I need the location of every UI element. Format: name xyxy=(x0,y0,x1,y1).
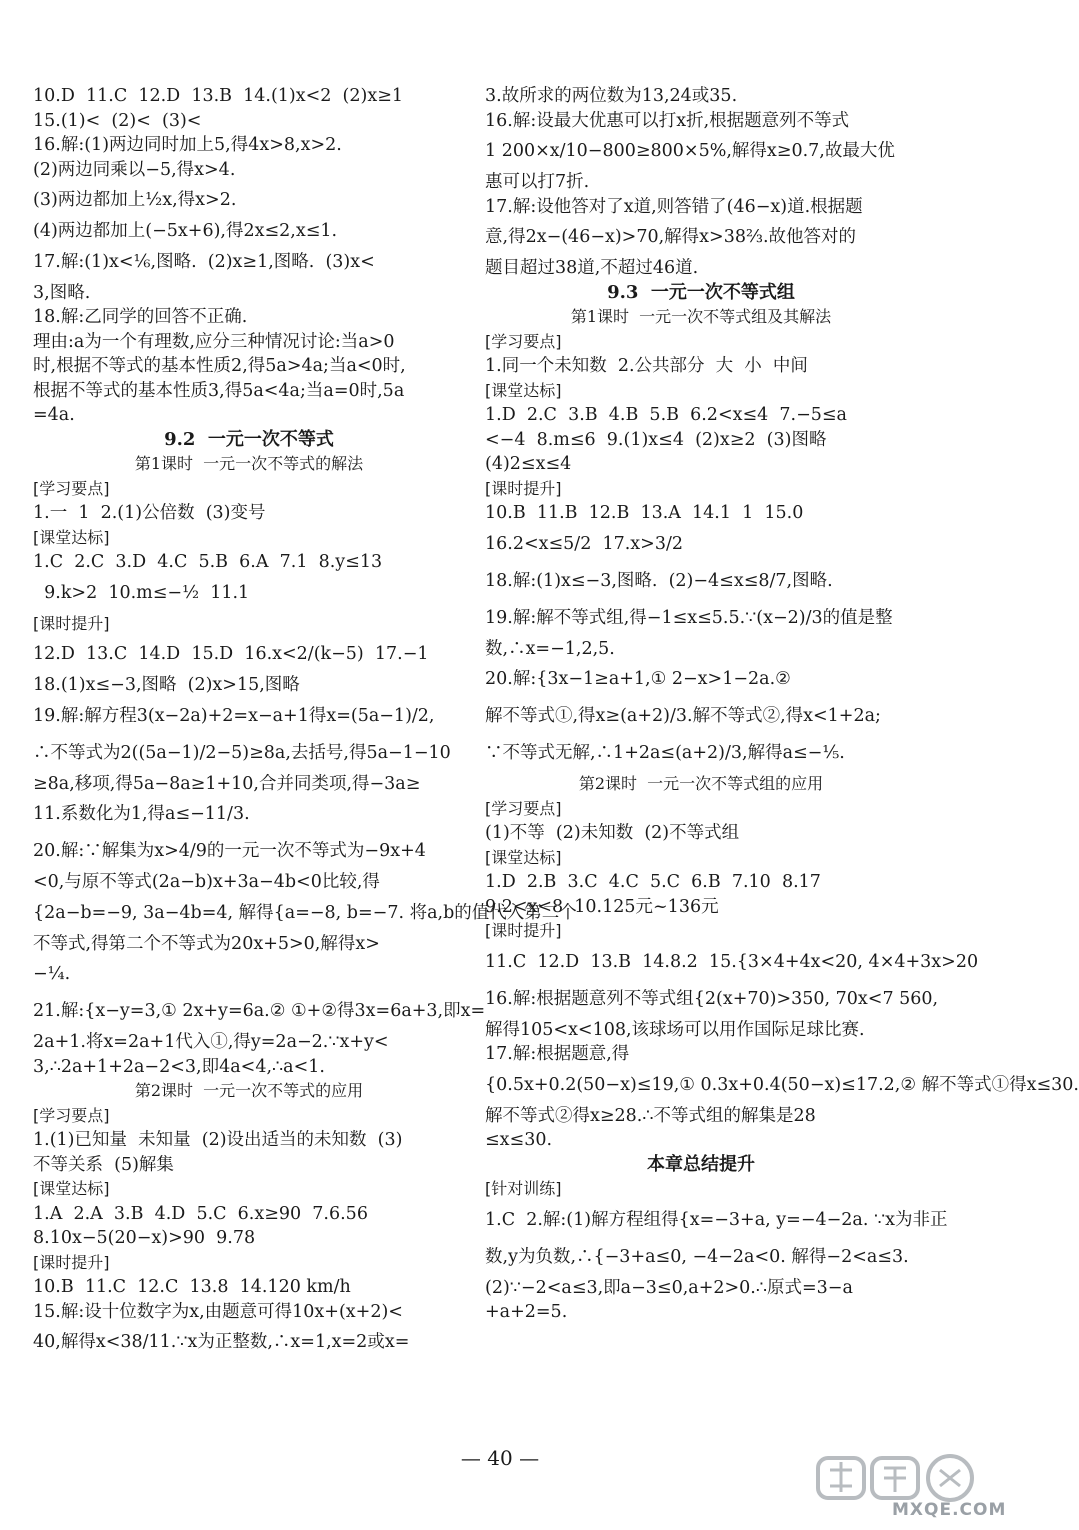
answer-line: 3,图略. xyxy=(33,282,91,303)
section-heading: [学习要点] xyxy=(33,478,110,498)
section-heading: [针对训练] xyxy=(485,1179,562,1198)
answer-line: 9.k>2 10.m≤−½ 11.1 xyxy=(33,582,250,603)
answer-line: ≥8a,移项,得5a−8a≥1+10,合并同类项,得−3a≥ xyxy=(33,773,421,794)
answer-line: (2)两边同乘以−5,得x>4. xyxy=(33,159,236,180)
answer-line: 1.(1)已知量 未知量 (2)设出适当的未知数 (3) xyxy=(33,1130,403,1150)
lesson-title: 第1课时 一元一次不等式的解法 xyxy=(134,454,364,473)
answer-line: 10.B 11.C 12.C 13.8 14.120 km/h xyxy=(33,1277,351,1297)
section-heading: [学习要点] xyxy=(485,798,562,818)
answer-line: 数,∴x=−1,2,5. xyxy=(485,638,615,659)
answer-line: 时,根据不等式的基本性质2,得5a>4a;当a<0时, xyxy=(33,356,406,376)
answer-line: 12.D 13.C 14.D 15.D 16.x<2/(k−5) 17.−1 xyxy=(33,644,429,664)
right-column xyxy=(485,84,1079,1325)
answer-line: 16.解:设最大优惠可以打x折,根据题意列不等式 xyxy=(485,110,850,131)
answer-line: 21.解:{x−y=3,① 2x+y=6a.② ①+②得3x=6a+3,即x= xyxy=(33,1001,486,1021)
answer-line: 意,得2x−(46−x)>70,解得x>38⅔.故他答对的 xyxy=(485,227,857,247)
answer-line: ≤x≤30. xyxy=(485,1130,553,1150)
section-heading: [课堂达标] xyxy=(485,847,562,867)
answer-line: (1)不等 (2)未知数 (2)不等式组 xyxy=(485,823,740,843)
answer-line: 10.B 11.B 12.B 13.A 14.1 1 15.0 xyxy=(485,503,804,523)
answer-line: 1.同一个未知数 2.公共部分 大 小 中间 xyxy=(485,356,808,376)
answer-line: 15.(1)< (2)< (3)< xyxy=(33,110,202,131)
watermark-text: MXQE.COM xyxy=(892,1500,1007,1520)
answer-line: 17.解:(1)x<⅙,图略. (2)x≥1,图略. (3)x< xyxy=(33,251,375,272)
answer-line: 理由:a为一个有理数,应分三种情况讨论:当a>0 xyxy=(33,331,395,352)
answer-line: 1.C 2.C 3.D 4.C 5.B 6.A 7.1 8.y≤13 xyxy=(33,552,383,572)
answer-line: 19.解:解方程3(x−2a)+2=x−a+1得x=(5a−1)/2, xyxy=(33,705,435,726)
lesson-title: 第2课时 一元一次不等式的应用 xyxy=(134,1081,364,1100)
answer-line: {2a−b=−9, 3a−4b=4, 解得{a=−8, b=−7. 将a,b的值代入第二个 xyxy=(33,902,577,923)
section-heading: [课时提升] xyxy=(485,921,562,940)
answer-line: 3,∴2a+1+2a−2<3,即4a<4,∴a<1. xyxy=(33,1056,325,1077)
answer-line: (3)两边都加上½x,得x>2. xyxy=(33,190,237,210)
lesson-title: 第2课时 一元一次不等式组的应用 xyxy=(578,774,824,793)
answer-line: 1 200×x/10−800≥800×5%,解得x≥0.7,故最大优 xyxy=(485,141,895,161)
answer-line: 18.解:(1)x≤−3,图略. (2)−4≤x≤8/7,图略. xyxy=(485,570,833,591)
answer-line: 不等关系 (5)解集 xyxy=(33,1154,174,1175)
answer-line: <0,与原不等式(2a−b)x+3a−4b<0比较,得 xyxy=(33,872,380,892)
section-heading: [课堂达标] xyxy=(33,1179,110,1198)
section-heading: [课时提升] xyxy=(33,613,110,633)
answer-line: (4)2≤x≤4 xyxy=(485,454,572,474)
answer-line: (4)两边都加上(−5x+6),得2x≤2,x≤1. xyxy=(33,221,338,241)
section-heading: [课堂达标] xyxy=(33,527,110,547)
answer-line: 解不等式②得x≥28.∴不等式组的解集是28 xyxy=(485,1105,816,1126)
section-heading: [课时提升] xyxy=(33,1252,110,1272)
answer-line: 1.C 2.解:(1)解方程组得{x=−3+a, y=−4−2a. ∵x为非正 xyxy=(485,1209,948,1230)
answer-line: 18.(1)x≤−3,图略 (2)x>15,图略 xyxy=(33,675,300,695)
answer-line: 1.A 2.A 3.B 4.D 5.C 6.x≥90 7.6.56 xyxy=(33,1203,368,1224)
answer-line: 不等式,得第二个不等式为20x+5>0,解得x> xyxy=(33,933,380,954)
answer-line: 20.解:∵解集为x>4/9的一元一次不等式为−9x+4 xyxy=(33,841,426,861)
answer-line: ∴不等式为2((5a−1)/2−5)≥8a,去括号,得5a−1−10 xyxy=(33,742,451,763)
answer-line: 8.10x−5(20−x)>90 9.78 xyxy=(33,1228,256,1248)
answer-line: 15.解:设十位数字为x,由题意可得10x+(x+2)< xyxy=(33,1301,403,1322)
section-heading: [学习要点] xyxy=(33,1105,110,1125)
answer-line: 9.2<x<8 10.125元~136元 xyxy=(485,896,719,917)
chapter-title: 本章总结提升 xyxy=(647,1153,755,1175)
answer-line: 16.解:根据题意列不等式组{2(x+70)>350, 70x<7 560, xyxy=(485,988,939,1009)
answer-line: {0.5x+0.2(50−x)≤19,① 0.3x+0.4(50−x)≤17.2,② 解不等式①得x≤30. xyxy=(485,1074,1079,1095)
answer-line: 40,解得x<38/11.∵x为正整数,∴x=1,x=2或x= xyxy=(33,1332,410,1352)
answer-line: 根据不等式的基本性质3,得5a<4a;当a=0时,5a xyxy=(33,380,405,401)
answer-line: −¼. xyxy=(33,964,71,984)
section-heading: [课时提升] xyxy=(485,478,562,498)
answer-line: 11.系数化为1,得a≤−11/3. xyxy=(33,804,250,824)
section-heading: [课堂达标] xyxy=(485,380,562,400)
answer-line: 3.故所求的两位数为13,24或35. xyxy=(485,86,738,106)
answer-line: 16.2<x≤5/2 17.x>3/2 xyxy=(485,533,683,554)
answer-line: 1.D 2.B 3.C 4.C 5.C 6.B 7.10 8.17 xyxy=(485,872,821,892)
answer-line: =4a. xyxy=(33,405,75,425)
answer-line: 11.C 12.D 13.B 14.8.2 15.{3×4+4x<20, 4×4+3x>20 xyxy=(485,951,979,972)
answer-line: 1.一 1 2.(1)公倍数 (3)变号 xyxy=(33,503,266,523)
lesson-title: 第1课时 一元一次不等式组及其解法 xyxy=(570,307,832,326)
chapter-title: 9.3 一元一次不等式组 xyxy=(607,281,795,303)
answer-line: 16.解:(1)两边同时加上5,得4x>8,x>2. xyxy=(33,135,342,155)
answer-line: 解不等式①,得x≥(a+2)/3.解不等式②,得x<1+2a; xyxy=(485,706,881,726)
answer-line: 解得105<x<108,该球场可以用作国际足球比赛. xyxy=(485,1019,865,1040)
section-heading: [学习要点] xyxy=(485,331,562,351)
chapter-title: 9.2 一元一次不等式 xyxy=(164,428,334,450)
answer-line: <−4 8.m≤6 9.(1)x≤4 (2)x≥2 (3)图略 xyxy=(485,429,827,450)
answer-line: 20.解:{3x−1≥a+1,① 2−x>1−2a.② xyxy=(485,669,791,689)
answer-line: 18.解:乙同学的回答不正确. xyxy=(33,307,248,327)
answer-line: (2)∵−2<a≤3,即a−3≤0,a+2>0.∴原式=3−a xyxy=(485,1277,853,1298)
page-number: — 40 — xyxy=(460,1446,540,1470)
answer-line: 题目超过38道,不超过46道. xyxy=(485,258,699,278)
answer-line: 1.D 2.C 3.B 4.B 5.B 6.2<x≤4 7.−5≤a xyxy=(485,405,847,425)
answer-line: ∵不等式无解,∴1+2a≤(a+2)/3,解得a≤−⅕. xyxy=(485,743,845,763)
answer-line: +a+2=5. xyxy=(485,1302,568,1322)
answer-line: 17.解:根据题意,得 xyxy=(485,1044,630,1064)
answer-line: 2a+1.将x=2a+1代入①,得y=2a−2.∵x+y< xyxy=(33,1032,389,1052)
answer-line: 数,y为负数,∴{−3+a≤0, −4−2a<0. 解得−2<a≤3. xyxy=(485,1246,909,1267)
answer-line: 19.解:解不等式组,得−1≤x≤5.5.∵(x−2)/3的值是整 xyxy=(485,607,893,628)
answer-line: 17.解:设他答对了x道,则答错了(46−x)道.根据题 xyxy=(485,196,863,217)
answer-line: 10.D 11.C 12.D 13.B 14.(1)x<2 (2)x≥1 xyxy=(33,86,404,106)
answer-line: 惠可以打7折. xyxy=(485,172,590,192)
